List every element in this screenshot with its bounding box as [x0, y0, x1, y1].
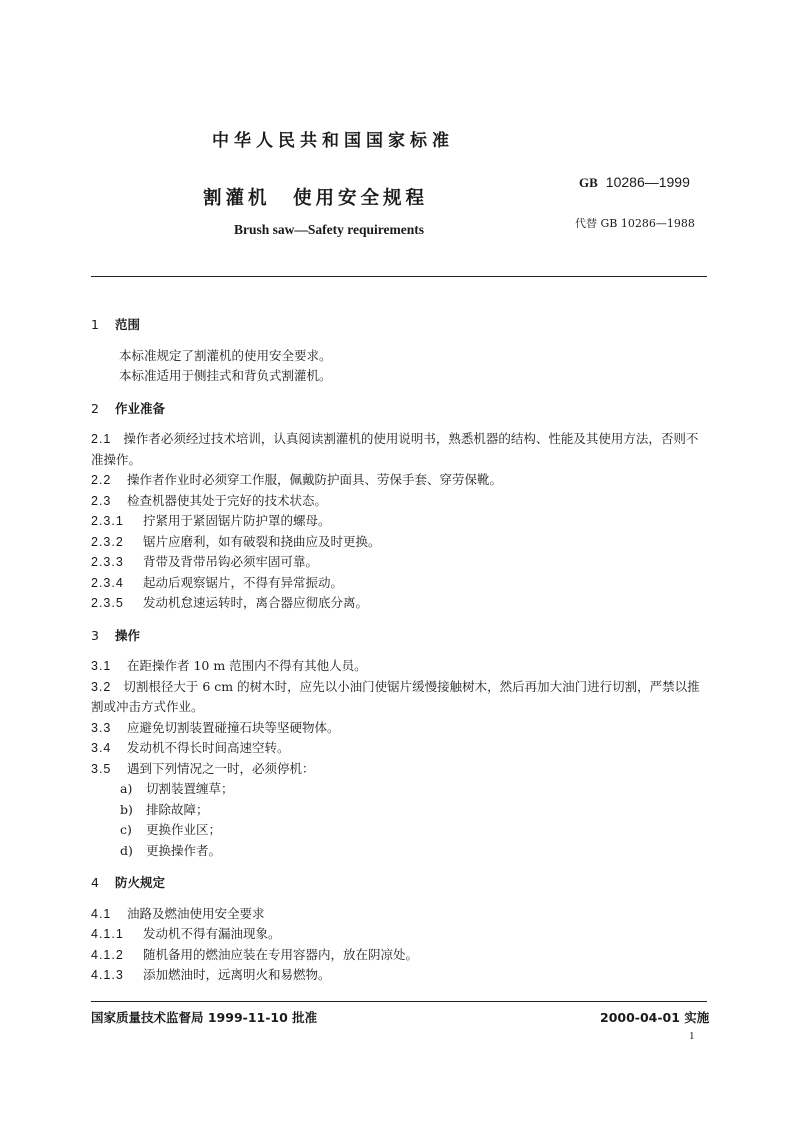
national-standard-heading: 中华人民共和国国家标准 [212, 131, 454, 151]
section-title: 操作 [115, 627, 141, 643]
clause [91, 718, 707, 739]
clause-text: 发动机不得长时间高速空转。 [127, 740, 290, 755]
clause [91, 759, 707, 780]
section-number: 4 [91, 875, 99, 890]
clause [91, 593, 707, 614]
clause [91, 656, 707, 677]
paragraph: 本标准规定了割灌机的使用安全要求。 [119, 347, 332, 363]
clause-number: 4.1.1 [91, 927, 124, 941]
clause-text: 起动后观察锯片，不得有异常振动。 [143, 574, 344, 590]
clause-text: 操作者必须经过技术培训，认真阅读割灌机的使用说明书，熟悉机器的结构、性能及其使用方法，否则不准操作。 [91, 431, 699, 467]
standard-code-number: 10286—1999 [605, 174, 690, 190]
section-number: 2 [91, 400, 99, 416]
list-item-text: 排除故障； [146, 801, 209, 817]
clause [91, 511, 707, 532]
list-item-marker: c) [120, 822, 132, 837]
clause [91, 904, 707, 925]
clause [91, 738, 707, 759]
clause-text: 添加燃油时，远离明火和易燃物。 [143, 967, 331, 982]
list-item-marker: b) [120, 801, 133, 817]
paragraph: 本标准适用于侧挂式和背负式割灌机。 [119, 368, 332, 383]
clause [91, 677, 707, 718]
clause-text: 检查机器使其处于完好的技术状态。 [127, 492, 328, 508]
section-heading-2 [91, 399, 707, 420]
clause-text: 锯片应磨利，如有破裂和挠曲应及时更换。 [143, 533, 381, 549]
section-number: 3 [91, 627, 99, 643]
clause-text: 操作者作业时必须穿工作服，佩戴防护面具、劳保手套、穿劳保靴。 [127, 472, 503, 487]
section-heading-4 [91, 873, 707, 894]
clause-number: 2.3.4 [91, 575, 124, 590]
section-title: 范围 [115, 317, 141, 332]
clause-text: 在距操作者 10 m 范围内不得有其他人员。 [127, 658, 367, 673]
clause-number: 3.1 [91, 659, 112, 673]
list-item-text: 切割装置缠草； [146, 781, 234, 796]
clause-number: 2.3.2 [91, 534, 124, 549]
document-title-en: Brush saw—Safety requirements [234, 222, 425, 237]
section-title: 作业准备 [115, 400, 166, 416]
section-heading-1 [91, 315, 707, 336]
list-item [91, 820, 707, 841]
implementation-date: 2000-04-01 实施 [600, 1010, 710, 1025]
clause-text: 切割根径大于 6 cm 的树木时，应先以小油门使锯片缓慢接触树木，然后再加大油门进行切割，严禁以推割或冲击方式作业。 [91, 678, 700, 714]
clause-number: 4.1.3 [91, 968, 124, 982]
list-item [91, 800, 707, 821]
header-divider [91, 276, 707, 277]
clause-number: 2.1 [91, 432, 112, 446]
clause-text: 发动机怠速运转时，离合器应彻底分离。 [143, 595, 369, 610]
clause-number: 3.4 [91, 741, 112, 755]
clause [91, 429, 707, 470]
clause [91, 552, 707, 573]
list-item [91, 779, 707, 800]
clause [91, 924, 707, 945]
list-item-marker: a) [120, 781, 133, 796]
list-item-marker: d) [120, 842, 133, 858]
clause-number: 4.1 [91, 906, 112, 921]
clause-number: 2.3.5 [91, 596, 124, 610]
approval-note: 国家质量技术监督局 1999-11-10 批准 [91, 1010, 318, 1025]
clause-number: 4.1.2 [91, 947, 124, 962]
clause-text: 拧紧用于紧固锯片防护罩的螺母。 [143, 513, 331, 528]
clause-number: 2.3.1 [91, 514, 124, 528]
clause-number: 3.2 [91, 679, 112, 694]
clause-text: 应避免切割装置碰撞石块等坚硬物体。 [127, 719, 340, 735]
clause-text: 油路及燃油使用安全要求 [127, 905, 265, 921]
section-number: 1 [91, 317, 99, 332]
document-body [91, 315, 707, 986]
list-item-text: 更换操作者。 [146, 842, 222, 858]
clause-number: 2.3 [91, 493, 112, 508]
clause-text: 随机备用的燃油应装在专用容器内，放在阴凉处。 [143, 946, 419, 962]
clause-number: 2.2 [91, 473, 112, 487]
clause-text: 遇到下列情况之一时，必须停机： [127, 760, 315, 776]
standard-code [579, 174, 690, 191]
page-number: 1 [689, 1030, 695, 1042]
list-item-text: 更换作业区； [146, 822, 222, 837]
clause-text: 背带及背带吊钩必须牢固可靠。 [143, 554, 319, 569]
replaces-standard: 代替 GB 10286—1988 [575, 217, 695, 230]
clause [91, 470, 707, 491]
clause [91, 965, 707, 986]
clause-text: 发动机不得有漏油现象。 [143, 926, 281, 941]
list-item [91, 841, 707, 862]
footer-divider [91, 1001, 707, 1002]
clause-number: 3.5 [91, 761, 112, 776]
clause-number: 3.3 [91, 720, 112, 735]
standard-code-prefix: GB [579, 175, 598, 190]
clause [91, 532, 707, 553]
clause-number: 2.3.3 [91, 555, 124, 569]
clause [91, 573, 707, 594]
clause [91, 945, 707, 966]
clause [91, 491, 707, 512]
section-heading-3 [91, 626, 707, 647]
document-title-zh: 割灌机 使用安全规程 [203, 188, 429, 209]
section-title: 防火规定 [115, 875, 166, 890]
